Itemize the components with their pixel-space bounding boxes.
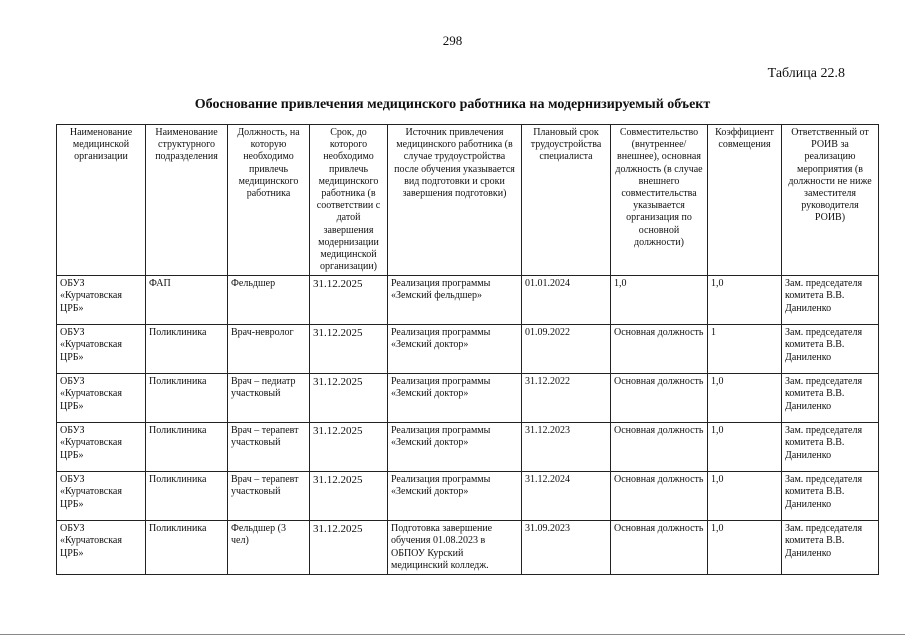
cell-department: Поликлиника xyxy=(146,325,228,374)
header-position: Должность, на которую необходимо привлечь медицинского работника xyxy=(228,125,310,276)
cell-department: Поликлиника xyxy=(146,423,228,472)
cell-position: Врач-невролог xyxy=(228,325,310,374)
cell-organization: ОБУЗ «Курчатовская ЦРБ» xyxy=(57,423,146,472)
table-label: Таблица 22.8 xyxy=(767,66,845,81)
cell-responsible: Зам. председателя комитета В.В. Даниленко xyxy=(782,423,879,472)
cell-position: Врач – терапевт участковый xyxy=(228,472,310,521)
cell-planned-date: 31.12.2022 xyxy=(522,374,611,423)
cell-source: Реализация программы «Земский фельдшер» xyxy=(388,276,522,325)
cell-coefficient: 1 xyxy=(708,325,782,374)
cell-department: Поликлиника xyxy=(146,472,228,521)
cell-source: Подготовка завершение обучения 01.08.2023 в ОБПОУ Курский медицинский колледж. xyxy=(388,521,522,575)
cell-combination: Основная должность xyxy=(611,325,708,374)
header-planned-date: Плановый срок трудоустройства специалиста xyxy=(522,125,611,276)
cell-organization: ОБУЗ «Курчатовская ЦРБ» xyxy=(57,325,146,374)
cell-deadline: 31.12.2025 xyxy=(310,374,388,423)
header-department: Наименование структурного подразделения xyxy=(146,125,228,276)
table-row xyxy=(57,276,879,325)
cell-combination: Основная должность xyxy=(611,423,708,472)
cell-combination: Основная должность xyxy=(611,472,708,521)
cell-organization: ОБУЗ «Курчатовская ЦРБ» xyxy=(57,276,146,325)
header-coefficient: Коэффициент совмещения xyxy=(708,125,782,276)
cell-planned-date: 01.09.2022 xyxy=(522,325,611,374)
cell-position: Врач – терапевт участковый xyxy=(228,423,310,472)
cell-organization: ОБУЗ «Курчатовская ЦРБ» xyxy=(57,374,146,423)
cell-responsible: Зам. председателя комитета В.В. Даниленко xyxy=(782,374,879,423)
page-bottom-divider xyxy=(0,634,905,635)
cell-coefficient: 1,0 xyxy=(708,423,782,472)
document-title: Обоснование привлечения медицинского работника на модернизируемый объект xyxy=(194,97,711,112)
table-row xyxy=(57,472,879,521)
cell-planned-date: 01.01.2024 xyxy=(522,276,611,325)
cell-organization: ОБУЗ «Курчатовская ЦРБ» xyxy=(57,472,146,521)
cell-responsible: Зам. председателя комитета В.В. Даниленко xyxy=(782,276,879,325)
cell-organization: ОБУЗ «Курчатовская ЦРБ» xyxy=(57,521,146,575)
cell-position: Фельдшер xyxy=(228,276,310,325)
cell-planned-date: 31.09.2023 xyxy=(522,521,611,575)
page-number: 298 xyxy=(442,33,463,48)
cell-deadline: 31.12.2025 xyxy=(310,325,388,374)
cell-combination: Основная должность xyxy=(611,374,708,423)
header-deadline: Срок, до которого необходимо привлечь медицинского работника (в соответствии с датой завершения модернизации медицинской организации) xyxy=(310,125,388,276)
cell-coefficient: 1,0 xyxy=(708,521,782,575)
table-header-row xyxy=(57,125,879,276)
cell-position: Фельдшер (3 чел) xyxy=(228,521,310,575)
cell-coefficient: 1,0 xyxy=(708,374,782,423)
cell-department: ФАП xyxy=(146,276,228,325)
cell-coefficient: 1,0 xyxy=(708,472,782,521)
justification-table xyxy=(56,124,879,575)
header-source: Источник привлечения медицинского работника (в случае трудоустройства после обучения указывается вид подготовки и сроки завершения подготовки) xyxy=(388,125,522,276)
table-row xyxy=(57,521,879,575)
cell-source: Реализация программы «Земский доктор» xyxy=(388,472,522,521)
cell-deadline: 31.12.2025 xyxy=(310,472,388,521)
cell-responsible: Зам. председателя комитета В.В. Даниленко xyxy=(782,521,879,575)
cell-deadline: 31.12.2025 xyxy=(310,423,388,472)
cell-deadline: 31.12.2025 xyxy=(310,276,388,325)
cell-coefficient: 1,0 xyxy=(708,276,782,325)
cell-responsible: Зам. председателя комитета В.В. Даниленко xyxy=(782,472,879,521)
cell-combination: Основная должность xyxy=(611,521,708,575)
table-row xyxy=(57,423,879,472)
cell-source: Реализация программы «Земский доктор» xyxy=(388,325,522,374)
cell-deadline: 31.12.2025 xyxy=(310,521,388,575)
cell-responsible: Зам. председателя комитета В.В. Даниленко xyxy=(782,325,879,374)
cell-source: Реализация программы «Земский доктор» xyxy=(388,374,522,423)
table-row xyxy=(57,325,879,374)
cell-planned-date: 31.12.2024 xyxy=(522,472,611,521)
cell-department: Поликлиника xyxy=(146,374,228,423)
cell-planned-date: 31.12.2023 xyxy=(522,423,611,472)
cell-department: Поликлиника xyxy=(146,521,228,575)
header-organization: Наименование медицинской организации xyxy=(57,125,146,276)
cell-position: Врач – педиатр участковый xyxy=(228,374,310,423)
header-combination: Совместительство (внутреннее/внешнее), основная должность (в случае внешнего совместительства указывается организация по основной должности) xyxy=(611,125,708,276)
header-responsible: Ответственный от РОИВ за реализацию мероприятия (в должности не ниже заместителя руководителя РОИВ) xyxy=(782,125,879,276)
table-row xyxy=(57,374,879,423)
cell-combination: 1,0 xyxy=(611,276,708,325)
cell-source: Реализация программы «Земский доктор» xyxy=(388,423,522,472)
